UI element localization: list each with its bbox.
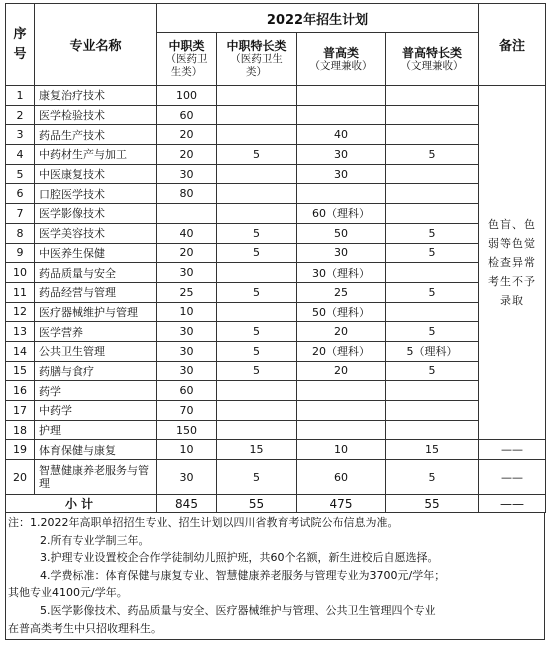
subtotal-row <box>6 495 546 513</box>
table-row <box>6 164 546 184</box>
subtotal-zhongzhi-cell: 845 <box>157 495 217 513</box>
table-row <box>6 105 546 125</box>
zhongzhi-special-value-cell <box>217 420 297 440</box>
row-seq-cell: 14 <box>6 341 35 361</box>
table-row <box>6 223 546 243</box>
zhongzhi-value-cell: 30 <box>157 460 217 495</box>
zhongzhi-special-value-cell <box>217 86 297 106</box>
pugao-special-value-cell <box>386 420 479 440</box>
pugao-value-cell: 20 <box>297 322 386 342</box>
zhongzhi-special-value-cell: 5 <box>217 361 297 381</box>
zhongzhi-value-cell: 60 <box>157 381 217 401</box>
subtotal-label: 小计 <box>6 495 157 513</box>
zhongzhi-special-value-cell: 5 <box>217 282 297 302</box>
zhongzhi-value-cell: 25 <box>157 282 217 302</box>
row-seq-cell: 7 <box>6 204 35 224</box>
table-row <box>6 145 546 165</box>
pugao-special-value-cell: 5（理科） <box>386 341 479 361</box>
row-name-cell: 口腔医学技术 <box>35 184 157 204</box>
row-seq-cell: 17 <box>6 401 35 421</box>
subtotal-pugao-cell: 475 <box>297 495 386 513</box>
pugao-special-value-cell: 5 <box>386 243 479 263</box>
row-name-cell: 药品经营与管理 <box>35 282 157 302</box>
row-note-cell: —— <box>479 460 546 495</box>
row-note-cell: —— <box>479 440 546 460</box>
zhongzhi-special-value-cell <box>217 164 297 184</box>
pugao-value-cell: 30（理科） <box>297 263 386 283</box>
zhongzhi-special-value-cell: 5 <box>217 322 297 342</box>
row-name-cell: 智慧健康养老服务与管理 <box>35 460 157 495</box>
zhongzhi-special-value-cell: 5 <box>217 223 297 243</box>
zhongzhi-value-cell: 30 <box>157 263 217 283</box>
table-row <box>6 381 546 401</box>
zhongzhi-value-cell: 20 <box>157 243 217 263</box>
row-name-cell: 中药学 <box>35 401 157 421</box>
table-row <box>6 302 546 322</box>
row-name-cell: 医疗器械维护与管理 <box>35 302 157 322</box>
zhongzhi-special-value-cell: 5 <box>217 145 297 165</box>
pugao-value-cell <box>297 105 386 125</box>
pugao-value-cell: 60（理科） <box>297 204 386 224</box>
row-name-cell: 体育保健与康复 <box>35 440 157 460</box>
row-seq-cell: 12 <box>6 302 35 322</box>
table-row <box>6 86 546 106</box>
footnote-2: 2.所有专业学制三年。 <box>40 533 150 547</box>
zhongzhi-value-cell: 40 <box>157 223 217 243</box>
table-row <box>6 420 546 440</box>
row-seq-cell: 6 <box>6 184 35 204</box>
row-seq-cell: 20 <box>6 460 35 495</box>
pugao-special-value-cell <box>386 204 479 224</box>
zhongzhi-value-cell <box>157 204 217 224</box>
pugao-special-value-cell <box>386 381 479 401</box>
zhongzhi-value-cell: 80 <box>157 184 217 204</box>
zhongzhi-value-cell: 30 <box>157 322 217 342</box>
pugao-value-cell <box>297 86 386 106</box>
pugao-value-cell: 30 <box>297 145 386 165</box>
table-row <box>6 341 546 361</box>
pugao-value-cell <box>297 420 386 440</box>
category-header: 中职特长类 （医药卫生类） <box>217 33 297 86</box>
table-row <box>6 322 546 342</box>
zhongzhi-value-cell: 60 <box>157 105 217 125</box>
table-row <box>6 460 546 495</box>
zhongzhi-special-value-cell <box>217 125 297 145</box>
row-name-cell: 中药材生产与加工 <box>35 145 157 165</box>
pugao-special-value-cell <box>386 401 479 421</box>
table-row <box>6 204 546 224</box>
pugao-special-value-cell: 5 <box>386 322 479 342</box>
row-name-cell: 医学美容技术 <box>35 223 157 243</box>
footnote-4-cont: 其他专业4100元/学年。 <box>8 586 128 600</box>
row-name-cell: 药品质量与安全 <box>35 263 157 283</box>
subtotal-pugao-special-cell: 55 <box>386 495 479 513</box>
table-row <box>6 361 546 381</box>
pugao-value-cell: 25 <box>297 282 386 302</box>
zhongzhi-special-value-cell: 15 <box>217 440 297 460</box>
pugao-special-value-cell: 5 <box>386 460 479 495</box>
row-seq-cell: 13 <box>6 322 35 342</box>
row-name-cell: 康复治疗技术 <box>35 86 157 106</box>
pugao-value-cell: 30 <box>297 243 386 263</box>
zhongzhi-value-cell: 150 <box>157 420 217 440</box>
row-seq-cell: 4 <box>6 145 35 165</box>
zhongzhi-special-value-cell <box>217 401 297 421</box>
zhongzhi-special-value-cell <box>217 263 297 283</box>
row-seq-cell: 19 <box>6 440 35 460</box>
row-name-cell: 药品生产技术 <box>35 125 157 145</box>
pugao-value-cell: 10 <box>297 440 386 460</box>
row-name-cell: 药学 <box>35 381 157 401</box>
pugao-special-value-cell <box>386 263 479 283</box>
zhongzhi-value-cell: 100 <box>157 86 217 106</box>
pugao-value-cell: 30 <box>297 164 386 184</box>
row-name-cell: 中医养生保健 <box>35 243 157 263</box>
zhongzhi-value-cell: 30 <box>157 341 217 361</box>
zhongzhi-value-cell: 10 <box>157 440 217 460</box>
seq-header: 序号 <box>6 4 35 86</box>
row-seq-cell: 18 <box>6 420 35 440</box>
table-row <box>6 243 546 263</box>
footnote-1: 注：1.2022年高职单招招生专业、招生计划以四川省教育考试院公布信息为准。 <box>8 516 399 530</box>
admission-plan-table <box>5 3 546 513</box>
zhongzhi-special-value-cell <box>217 105 297 125</box>
footnote-4: 4.学费标准：体育保健与康复专业、智慧健康养老服务与管理专业为3700元/学年； <box>40 568 446 582</box>
pugao-value-cell: 60 <box>297 460 386 495</box>
row-seq-cell: 11 <box>6 282 35 302</box>
row-name-cell: 药膳与食疗 <box>35 361 157 381</box>
row-name-cell: 医学影像技术 <box>35 204 157 224</box>
pugao-value-cell <box>297 381 386 401</box>
table-row <box>6 282 546 302</box>
plan-title-header: 2022年招生计划 <box>157 4 479 33</box>
pugao-special-value-cell: 5 <box>386 361 479 381</box>
zhongzhi-special-value-cell <box>217 302 297 322</box>
row-seq-cell: 1 <box>6 86 35 106</box>
pugao-special-value-cell <box>386 302 479 322</box>
pugao-value-cell <box>297 401 386 421</box>
zhongzhi-value-cell: 20 <box>157 145 217 165</box>
pugao-special-value-cell <box>386 125 479 145</box>
table-row <box>6 184 546 204</box>
zhongzhi-value-cell: 70 <box>157 401 217 421</box>
pugao-special-value-cell <box>386 184 479 204</box>
row-name-cell: 中医康复技术 <box>35 164 157 184</box>
table-row <box>6 401 546 421</box>
pugao-value-cell: 50（理科） <box>297 302 386 322</box>
row-name-cell: 医学营养 <box>35 322 157 342</box>
zhongzhi-special-value-cell: 5 <box>217 460 297 495</box>
row-seq-cell: 16 <box>6 381 35 401</box>
row-seq-cell: 8 <box>6 223 35 243</box>
pugao-special-value-cell <box>386 105 479 125</box>
pugao-special-value-cell <box>386 86 479 106</box>
admission-plan-document <box>5 3 545 640</box>
name-header: 专业名称 <box>35 4 157 86</box>
zhongzhi-value-cell: 30 <box>157 361 217 381</box>
zhongzhi-special-value-cell <box>217 381 297 401</box>
footnotes <box>5 513 545 640</box>
zhongzhi-special-value-cell: 5 <box>217 243 297 263</box>
pugao-value-cell: 20（理科） <box>297 341 386 361</box>
footnote-3: 3.护理专业设置校企合作学徒制幼儿照护班，共60个名额，新生进校后自愿选择。 <box>40 551 439 565</box>
pugao-special-value-cell: 5 <box>386 223 479 243</box>
pugao-special-value-cell: 5 <box>386 145 479 165</box>
row-seq-cell: 15 <box>6 361 35 381</box>
zhongzhi-special-value-cell <box>217 184 297 204</box>
zhongzhi-special-value-cell <box>217 204 297 224</box>
subtotal-zhongzhi-special-cell: 55 <box>217 495 297 513</box>
pugao-special-value-cell: 15 <box>386 440 479 460</box>
pugao-value-cell: 50 <box>297 223 386 243</box>
pugao-special-value-cell <box>386 164 479 184</box>
row-seq-cell: 2 <box>6 105 35 125</box>
pugao-value-cell: 20 <box>297 361 386 381</box>
zhongzhi-special-value-cell: 5 <box>217 341 297 361</box>
category-header: 中职类 （医药卫生类） <box>157 33 217 86</box>
category-header: 普高类 （文理兼收） <box>297 33 386 86</box>
zhongzhi-value-cell: 20 <box>157 125 217 145</box>
row-seq-cell: 9 <box>6 243 35 263</box>
pugao-value-cell: 40 <box>297 125 386 145</box>
pugao-special-value-cell: 5 <box>386 282 479 302</box>
table-row <box>6 263 546 283</box>
row-name-cell: 护理 <box>35 420 157 440</box>
row-seq-cell: 3 <box>6 125 35 145</box>
subtotal-note-cell: —— <box>479 495 546 513</box>
footnote-5: 5.医学影像技术、药品质量与安全、医疗器械维护与管理、公共卫生管理四个专业 <box>40 604 436 618</box>
note-header: 备注 <box>479 4 546 86</box>
row-seq-cell: 10 <box>6 263 35 283</box>
row-name-cell: 医学检验技术 <box>35 105 157 125</box>
table-row <box>6 440 546 460</box>
pugao-value-cell <box>297 184 386 204</box>
footnote-5-cont: 在普高类考生中只招收理科生。 <box>8 621 162 635</box>
row-name-cell: 公共卫生管理 <box>35 341 157 361</box>
zhongzhi-value-cell: 30 <box>157 164 217 184</box>
category-header: 普高特长类 （文理兼收） <box>386 33 479 86</box>
zhongzhi-value-cell: 10 <box>157 302 217 322</box>
side-note-cell: 色盲、色弱等色觉检查异常考生不予录取 <box>479 86 546 440</box>
row-seq-cell: 5 <box>6 164 35 184</box>
table-row <box>6 125 546 145</box>
